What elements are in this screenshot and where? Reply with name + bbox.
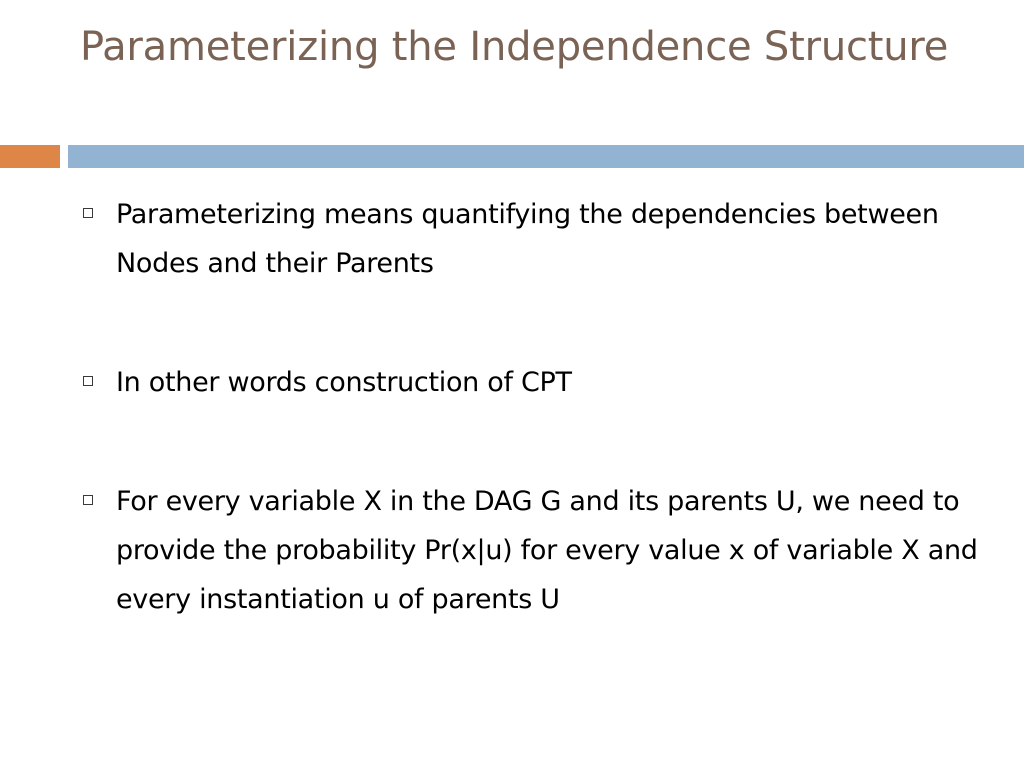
bullet-item-parameterizing [80,190,980,288]
slide-title: Parameterizing the Independence Structure [80,24,949,70]
hollow-square-bullet-icon [83,208,93,218]
bullet-text: For every variable X in the DAG G and its parents U, we need to provide the probability Pr(x|u) for every value x of variable X and every instantiation u of parents U [116,486,978,615]
bullet-list [80,190,980,624]
bullet-item-probability [80,477,980,624]
title-rule-accent-right [68,145,1024,168]
title-rule-accent-left [0,145,60,168]
bullet-item-cpt [80,358,980,407]
hollow-square-bullet-icon [83,376,93,386]
bullet-text: In other words construction of CPT [116,367,572,398]
bullet-text: Parameterizing means quantifying the dependencies between Nodes and their Parents [116,199,939,279]
hollow-square-bullet-icon [83,495,93,505]
